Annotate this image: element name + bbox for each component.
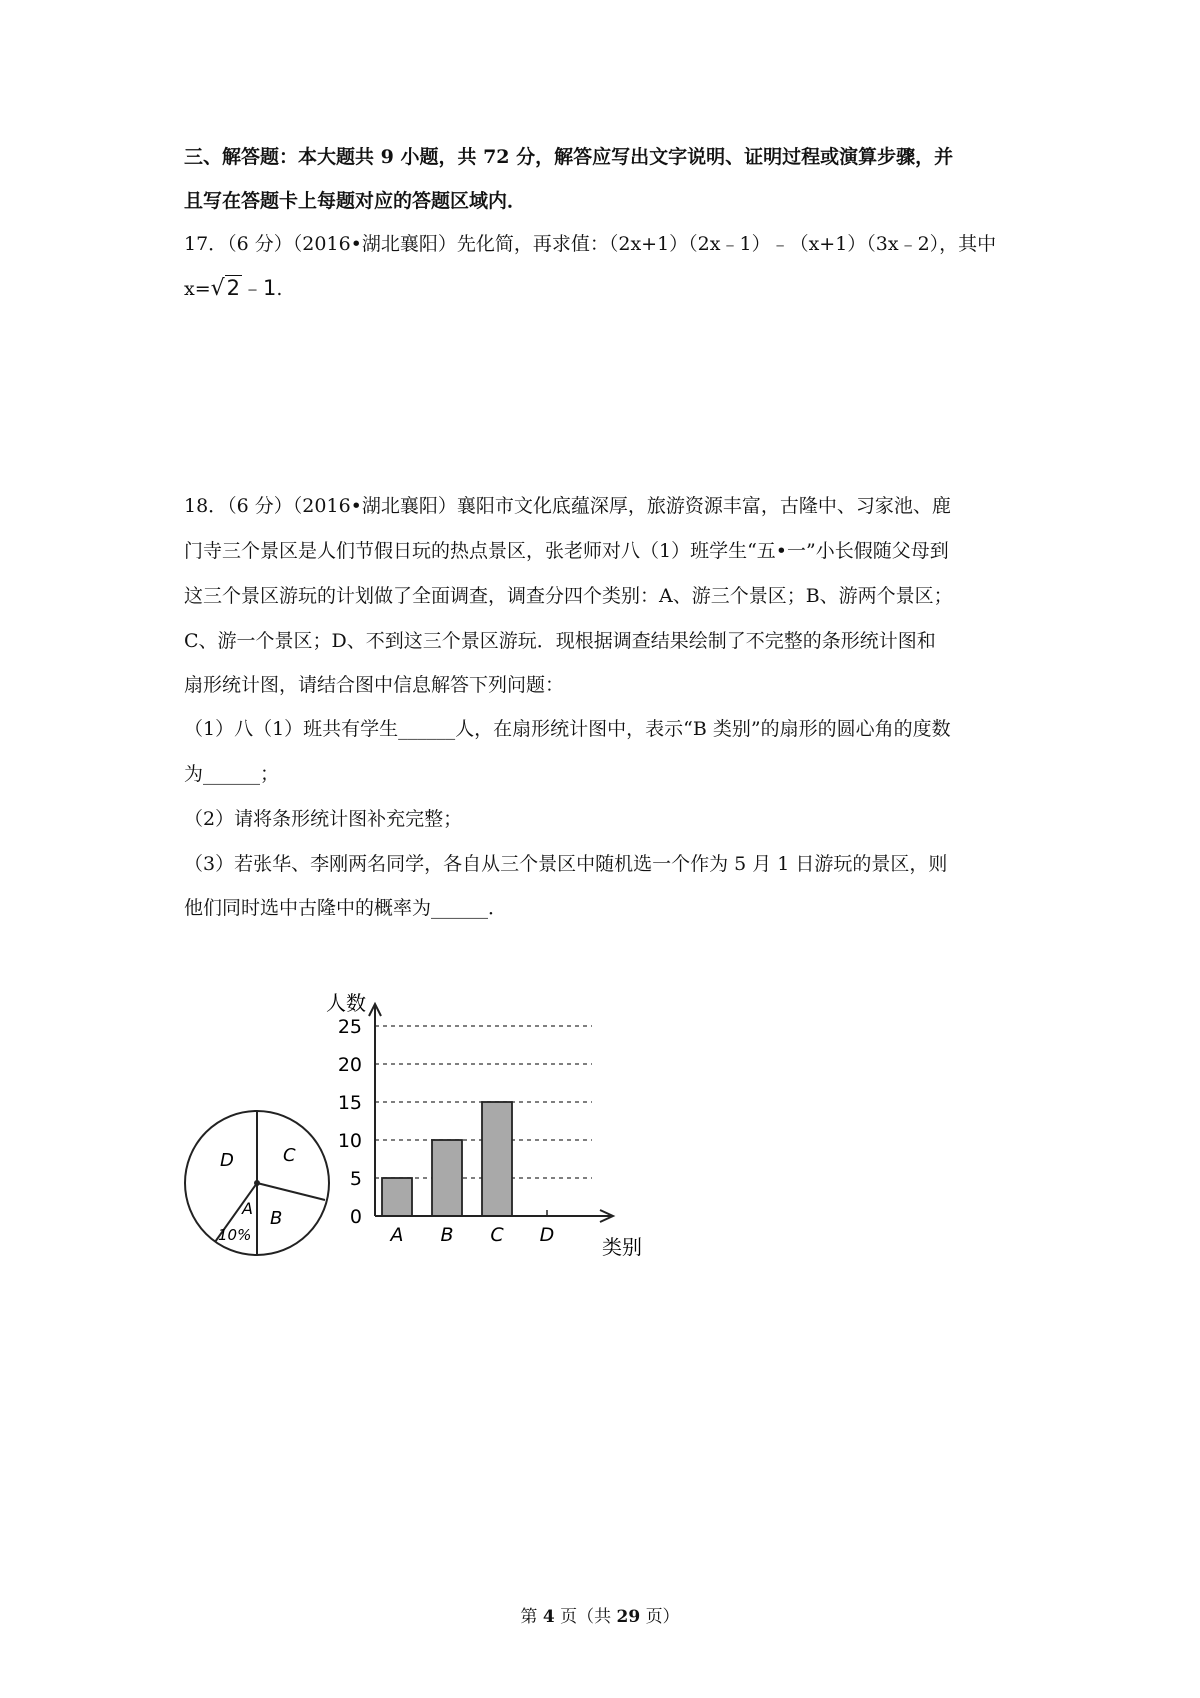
- y-axis-label: 人数: [326, 991, 366, 1015]
- bar-A: [382, 1178, 412, 1216]
- footer-middle: 页（共: [560, 1607, 612, 1627]
- pie-center-dot: [254, 1180, 260, 1186]
- footer-suffix: 页）: [645, 1607, 680, 1627]
- y-tick-label: 15: [337, 1092, 362, 1114]
- section-heading-line1: 三、解答题：本大题共 9 小题，共 72 分，解答应写出文字说明、证明过程或演算步骤，并: [184, 146, 954, 168]
- footer-page-number: 4: [542, 1607, 555, 1627]
- bar-B: [432, 1140, 462, 1216]
- q17-period: .: [276, 278, 283, 300]
- bar-C: [482, 1102, 512, 1216]
- page-footer: [0, 1602, 1200, 1627]
- q18-sub1-line2: 为______；: [184, 763, 280, 785]
- y-tick-label: 20: [337, 1054, 362, 1076]
- x-tick-label-D: D: [539, 1224, 555, 1246]
- q18-line-2: 门寺三个景区是人们节假日玩的热点景区，张老师对八（1）班学生“五•一”小长假随父母到: [184, 540, 949, 562]
- x-tick-label-A: A: [390, 1224, 404, 1246]
- q17-sqrt-expression: [211, 276, 277, 300]
- pie-label-c: C: [283, 1145, 296, 1166]
- q18-sub1-line1: （1）八（1）班共有学生______人，在扇形统计图中，表示“B 类别”的扇形的圆心角的度数: [184, 718, 951, 740]
- radical-sign: √: [210, 276, 225, 301]
- y-tick-label: 10: [337, 1130, 362, 1152]
- x-tick-label-C: C: [490, 1224, 504, 1246]
- q18-line-1: 18．（6 分）（2016•湖北襄阳）襄阳市文化底蕴深厚，旅游资源丰富，古隆中、习家池、鹿: [184, 495, 951, 517]
- footer-prefix: 第: [520, 1607, 538, 1627]
- q18-line-5: 扇形统计图，请结合图中信息解答下列问题：: [184, 674, 565, 696]
- bar-chart: [300, 990, 650, 1268]
- radicand: 2: [226, 276, 241, 300]
- x-tick-label-B: B: [440, 1224, 454, 1246]
- q18-sub2: （2）请将条形统计图补充完整；: [184, 808, 463, 830]
- pie-label-a-percent: 10%: [218, 1226, 252, 1244]
- x-axis-label: 类别: [602, 1235, 642, 1259]
- q18-line-4: C、游一个景区；D、不到这三个景区游玩．现根据调查结果绘制了不完整的条形统计图和: [184, 630, 936, 652]
- pie-label-a: A: [242, 1199, 253, 1218]
- pie-label-b: B: [270, 1208, 283, 1229]
- q17-text: 17．（6 分）（2016•湖北襄阳）先化简，再求值：（2x+1）（2x﹣1）﹣（x+1）（3x﹣2），其中: [184, 233, 997, 255]
- minus-one: ﹣1: [242, 276, 277, 300]
- y-tick-label: 25: [337, 1016, 362, 1038]
- section-heading-line2: 且写在答题卡上每题对应的答题区域内．: [184, 190, 527, 212]
- y-tick-label: 0: [349, 1206, 362, 1228]
- pie-label-d: D: [220, 1150, 234, 1171]
- q18-sub3-line1: （3）若张华、李刚两名同学，各自从三个景区中随机选一个作为 5 月 1 日游玩的景区，则: [184, 853, 948, 875]
- footer-total-pages: 29: [616, 1607, 641, 1627]
- q18-sub3-line2: 他们同时选中古隆中的概率为______．: [184, 897, 508, 919]
- q17-x-prefix: x=: [184, 278, 211, 300]
- q17-formula: [184, 274, 1044, 303]
- q18-line-3: 这三个景区游玩的计划做了全面调查，调查分四个类别：A、游三个景区；B、游两个景区；: [184, 585, 953, 607]
- y-tick-label: 5: [349, 1168, 362, 1190]
